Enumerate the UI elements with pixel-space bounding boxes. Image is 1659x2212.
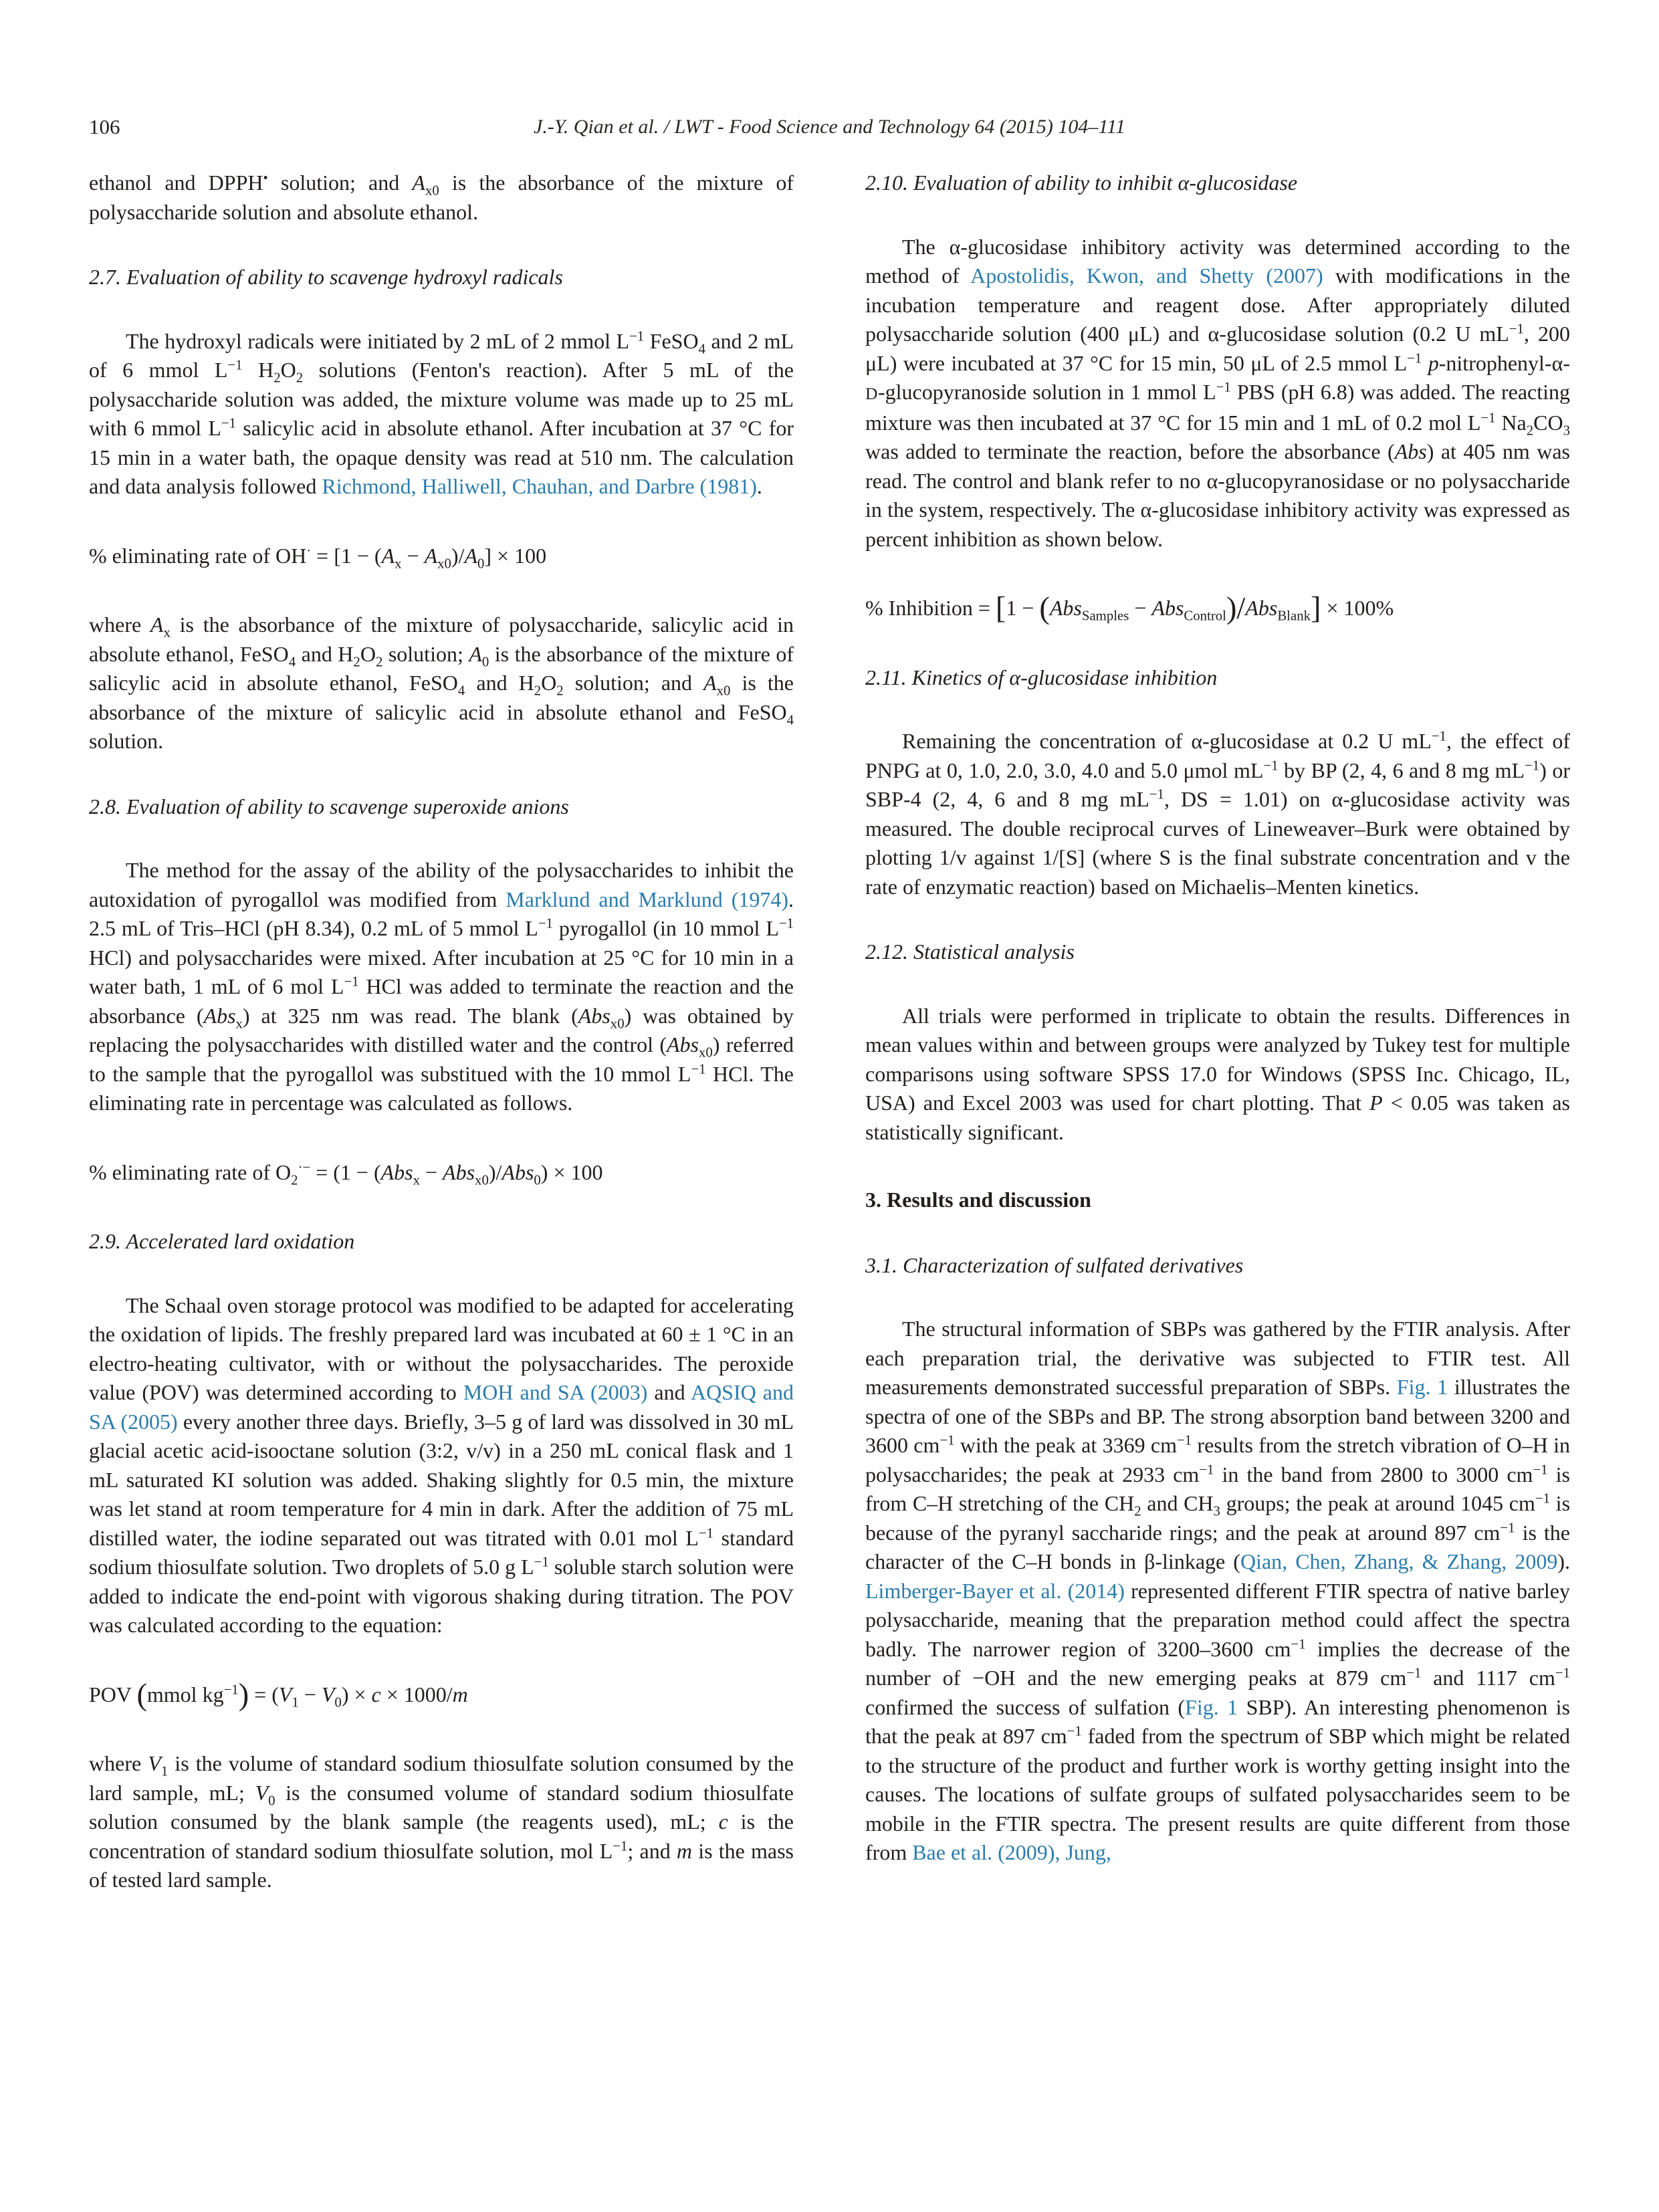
text-run: −1 [221, 415, 237, 431]
text-run: )/ [451, 543, 465, 568]
text-run: Abs [203, 1003, 236, 1028]
citation-link[interactable]: Apostolidis, Kwon, and Shetty (2007) [970, 263, 1323, 288]
text-run: A [150, 613, 164, 637]
text-run: x [395, 555, 402, 571]
text-run: -nitrophenyl-α- [1438, 350, 1571, 375]
text-run: m [676, 1838, 692, 1863]
text-run: 2.9. Accelerated lard oxidation [89, 1229, 355, 1253]
text-run: and CH [1141, 1491, 1214, 1515]
text-run: −1 [534, 1554, 549, 1570]
text-run: , the effect of PNPG at 0, 1.0, 2.0, 3.0, 4.0 and 5.0 μmol mL [865, 729, 1571, 782]
text-run: x0 [475, 1172, 489, 1188]
text-run: − [1129, 596, 1152, 620]
text-run: pyrogallol (in 10 mmol L [552, 916, 779, 940]
paragraph [89, 611, 794, 756]
text-run: Abs [1151, 596, 1184, 620]
text-run: 3 [1213, 1503, 1220, 1519]
text-run: is because of the pyranyl saccharide rings; and the peak at around 897 cm [865, 1491, 1571, 1545]
text-run: −1 [613, 1838, 628, 1854]
text-run: ). [1557, 1549, 1571, 1573]
text-run: solution; and [563, 671, 704, 695]
text-run: )/ [488, 1159, 502, 1184]
text-run: ) at 405 nm was read. The control and blank refer to no α-glucopyranosidase or no polysaccharide in the system, respectively. The α-glucosidase inhibitory activity was expressed as percent inhibition as shown below. [865, 439, 1571, 551]
text-run: P [1369, 1091, 1383, 1115]
text-run: A [464, 543, 478, 568]
text-run: −1 [1407, 350, 1422, 366]
citation-link[interactable]: AQSIQ and SA (2005) [89, 1380, 794, 1434]
text-run: x [413, 1172, 420, 1188]
text-run: is the absorbance of the mixture of salicylic acid in absolute ethanol and FeSO [89, 671, 794, 724]
text-run: p [1428, 350, 1439, 375]
section-heading [89, 792, 794, 822]
text-run: ·− [298, 1159, 311, 1175]
text-run: V [278, 1682, 292, 1706]
text-run: x0 [699, 1044, 713, 1061]
text-run: % eliminating rate of O [89, 1159, 292, 1184]
text-run: 2 [291, 1172, 298, 1188]
text-run: salicylic acid in absolute ethanol. After incubation at 37 °C for 15 min in a water bath, the opaque density was read at 510 nm. The calculation and data analysis followed [89, 416, 794, 498]
text-run: 2.7. Evaluation of ability to scavenge hydroxyl radicals [89, 265, 563, 289]
text-run: is the absorbance of the mixture of polysaccharide, salicylic acid in absolute ethanol, FeSO [89, 613, 794, 666]
section-heading [865, 937, 1570, 967]
paragraph [89, 327, 794, 502]
text-run: -glucopyranoside solution in 1 mmol L [877, 380, 1216, 404]
text-run: 3. Results and discussion [865, 1188, 1091, 1212]
page-number: 106 [89, 115, 120, 138]
text-run: 0 [534, 1172, 541, 1188]
text-run: 2 [296, 370, 304, 386]
text-run: in the band from 2800 to 3000 cm [1214, 1462, 1533, 1486]
equation [865, 591, 1570, 626]
section-heading [89, 263, 794, 292]
text-run: 0 [268, 1792, 275, 1808]
text-run: with modifications in the incubation temperature and reagent dose. After appropriately diluted polysaccharide solution (400 μL) and α-glucosidase solution (0.2 U mL [865, 263, 1571, 346]
text-run: A [469, 641, 482, 666]
text-run: PBS (pH 6.8) was added. The reacting mixture was then incubated at 37 °C for 15 min and 1 mL of 0.2 mol L [865, 380, 1571, 435]
text-run: ) or SBP-4 (2, 4, 6 and 8 mg mL [865, 758, 1571, 811]
text-run: Control [1184, 608, 1226, 624]
text-run: −1 [691, 1061, 706, 1077]
text-run: is the mass of tested lard sample. [89, 1838, 794, 1892]
text-run: 2 [556, 683, 564, 699]
text-run: 0 [334, 1694, 342, 1710]
text-run: 1 [160, 1763, 169, 1779]
text-run: x [163, 625, 171, 641]
text-run: −1 [1216, 379, 1231, 395]
text-run: and 1117 cm [1421, 1666, 1555, 1690]
text-run: −1 [1431, 728, 1446, 744]
text-run: The structural information of SBPs was gathered by the FTIR analysis. After each preparation trial, the derivative was subjected to FTIR test. All measurements demonstrated successful preparation of SBPs. [865, 1317, 1570, 1399]
text-run: = (1 − ( [310, 1159, 381, 1184]
section-heading [865, 1251, 1570, 1281]
text-run: . [756, 474, 762, 498]
text-run: −1 [1555, 1665, 1571, 1681]
text-run: The Schaal oven storage protocol was modified to be adapted for accelerating the oxidation of lipids. The freshly prepared lard was incubated at 60 ± 1 °C in an electro-heating cultivator, with or without the polysaccharides. The peroxide value (POV) was determined according to [89, 1293, 794, 1404]
text-run: 4 [288, 653, 296, 669]
text-run: − [401, 543, 425, 568]
text-run: 1 [292, 1694, 299, 1710]
text-run: is the absorbance of the mixture of polysaccharide solution and absolute ethanol. [89, 171, 794, 224]
text-run: HCl was added to terminate the reaction and the absorbance ( [89, 974, 794, 1028]
text-run: . 2.5 mL of Tris–HCl (pH 8.34), 0.2 mL of 5 mmol L [89, 887, 794, 940]
paragraph [89, 169, 794, 227]
text-run: V [255, 1780, 269, 1805]
citation-link[interactable]: Marklund and Marklund (1974) [506, 887, 789, 911]
citation-link[interactable]: Qian, Chen, Zhang, & Zhang, 2009 [1240, 1549, 1558, 1573]
text-run: < 0.05 was taken as statistically significant. [865, 1091, 1571, 1144]
text-run: solution; and [267, 171, 413, 195]
text-run: ethanol and DPPH [89, 171, 263, 195]
text-run: ) referred to the sample that the pyrogallol was substitued with the 10 mmol L [89, 1032, 794, 1086]
text-run: D [865, 384, 878, 403]
paragraph [89, 1749, 794, 1895]
text-run: 2 [1526, 422, 1534, 438]
text-run: −1 [1480, 409, 1496, 425]
text-run: Abs [578, 1003, 611, 1028]
text-run: faded from the spectrum of SBP which might be related to the structure of the product and further work is worthy getting insight into the causes. The locations of sulfate groups of sulfated polysaccharides seem to be mobile in the FTIR spectra. The present results are quite different from those from [865, 1724, 1571, 1864]
text-run: groups; the peak at around 1045 cm [1220, 1491, 1535, 1515]
equation [89, 1680, 794, 1710]
text-run: solution. [89, 729, 164, 753]
citation-link[interactable]: Richmond, Halliwell, Chauhan, and Darbre (1981) [322, 474, 757, 498]
text-run: ) at 325 nm was read. The blank ( [242, 1003, 578, 1028]
text-run: O [360, 641, 376, 666]
text-run: HCl. The eliminating rate in percentage was calculated as follows. [89, 1061, 794, 1115]
text-run: −1 [698, 1525, 713, 1541]
text-run: illustrates the spectra of one of the SBPs and BP. The strong absorption band between 3200 and 3600 cm [865, 1375, 1571, 1457]
text-run: V [148, 1751, 161, 1775]
text-run: 4 [786, 711, 794, 728]
text-run: and 2 mL of 6 mmol L [89, 328, 794, 382]
text-run: is from C–H stretching of the CH [865, 1462, 1571, 1515]
paragraph [89, 856, 794, 1118]
text-run: A [381, 543, 395, 568]
text-run: −1 [344, 974, 359, 990]
text-run: O [541, 671, 557, 695]
text-run: 2 [375, 653, 383, 669]
text-run: = [1 − ( [311, 543, 382, 568]
paragraph [865, 1315, 1570, 1868]
equation [89, 1158, 794, 1188]
text-run: and [647, 1380, 691, 1404]
text-run: The hydroxyl radicals were initiated by 2 mL of 2 mmol L [126, 328, 630, 353]
text-run: = ( [249, 1682, 279, 1706]
text-run: Abs [1049, 596, 1082, 620]
text-run: Samples [1081, 608, 1129, 624]
text-run: 0 [481, 653, 489, 669]
text-run: −1 [1535, 1490, 1551, 1507]
text-run: Abs [1394, 439, 1427, 463]
text-run: 0 [477, 555, 485, 571]
text-run: −1 [1500, 1519, 1515, 1535]
text-run: FeSO [644, 328, 699, 353]
paragraph [865, 727, 1570, 901]
text-run: ; and [627, 1838, 677, 1863]
text-run: −1 [1533, 1461, 1548, 1477]
text-run: and H [296, 641, 354, 666]
text-run: m [452, 1682, 468, 1706]
citation-link[interactable]: Fig. 1 [1185, 1694, 1238, 1719]
right-column [865, 169, 1570, 1868]
text-run: standard sodium thiosulfate solution. Two droplets of 5.0 g L [89, 1525, 794, 1579]
text-run: • [263, 170, 268, 186]
text-run: −1 [1067, 1723, 1082, 1739]
text-run: with the peak at 3369 cm [954, 1433, 1177, 1457]
text-run: x0 [610, 1015, 625, 1031]
text-run: Abs [667, 1032, 699, 1057]
text-run: −1 [1509, 321, 1524, 337]
text-run: −1 [223, 1681, 239, 1697]
text-run: · [306, 542, 312, 558]
text-run: × 100% [1321, 596, 1394, 620]
equation [89, 542, 794, 571]
citation-link[interactable]: Limberger-Bayer et al. (2014) [865, 1578, 1125, 1603]
paragraph [865, 1002, 1570, 1147]
citation-link[interactable]: MOH and SA (2003) [463, 1380, 648, 1404]
text-run: −1 [1263, 757, 1279, 773]
text-run: x [235, 1015, 243, 1031]
text-run: c [718, 1809, 728, 1834]
text-run: 1 − [1006, 596, 1040, 620]
text-run: −1 [1149, 786, 1164, 802]
section-heading [865, 1186, 1570, 1215]
paragraph [89, 1291, 794, 1640]
text-run: 2 [353, 653, 360, 669]
text-run: − [420, 1159, 443, 1184]
section-heading [865, 663, 1570, 693]
text-run: V [321, 1682, 335, 1706]
text-run: −1 [778, 915, 794, 931]
text-run: , DS = 1.01) on α-glucosidase activity was measured. The double reciprocal curves of Lineweaver–Burk were obtained by plotting 1/v against 1/[S] (where S is the final substrate concentration and v the rate of enzymatic reaction) based on Michaelis–Menten kinetics. [865, 787, 1571, 899]
text-run: O [280, 358, 296, 382]
text-run: x0 [425, 183, 439, 199]
text-run: − [298, 1682, 322, 1706]
text-run: −1 [1176, 1432, 1192, 1448]
text-run: Abs [380, 1159, 413, 1184]
text-run: results from the stretch vibration of O–H in polysaccharides; the peak at 2933 cm [865, 1433, 1571, 1486]
text-run: 2.11. Kinetics of α-glucosidase inhibition [865, 665, 1218, 689]
text-run: −1 [1525, 757, 1540, 773]
text-run [1422, 351, 1428, 375]
text-run: is the absorbance of the mixture of salicylic acid in absolute ethanol, FeSO [89, 641, 794, 695]
text-run: / [1236, 591, 1246, 626]
text-run: was added to terminate the reaction, before the absorbance ( [865, 439, 1395, 463]
text-run: is the concentration of standard sodium thiosulfate solution, mol L [89, 1809, 794, 1863]
running-title: J.-Y. Qian et al. / LWT - Food Science and Technology 64 (2015) 104–111 [534, 116, 1125, 138]
text-run: 4 [698, 340, 705, 356]
text-run: ) [1226, 591, 1237, 626]
text-run: Na [1495, 410, 1527, 435]
left-column [89, 169, 794, 1895]
text-run: A [412, 171, 425, 195]
text-run: −1 [939, 1432, 955, 1448]
paragraph [865, 233, 1570, 554]
text-run: ) was obtained by replacing the polysaccharides with distilled water and the control ( [89, 1003, 794, 1057]
text-run: and H [465, 671, 534, 695]
text-run: c [371, 1682, 381, 1706]
text-run: is the consumed volume of standard sodium thiosulfate solution consumed by the blank sample (the reagents used), mL; [89, 1780, 794, 1834]
text-run: −1 [538, 915, 553, 931]
text-run: Abs [1245, 596, 1278, 620]
text-run: −1 [629, 328, 645, 344]
text-run: Remaining the concentration of α-glucosidase at 0.2 U mL [902, 729, 1432, 753]
text-run: −1 [227, 357, 243, 373]
text-run: ] × 100 [484, 543, 547, 568]
text-run: mmol kg [146, 1682, 224, 1706]
text-run: ] [1311, 591, 1321, 626]
citation-link[interactable]: Fig. 1 [1396, 1375, 1448, 1399]
text-run: 2.12. Statistical analysis [865, 939, 1075, 964]
section-heading [89, 1227, 794, 1256]
text-run: ( [136, 1678, 147, 1712]
text-run: H [242, 358, 274, 382]
text-run: is the volume of standard sodium thiosulfate solution consumed by the lard sample, mL; [89, 1751, 794, 1805]
text-run: represented different FTIR spectra of native barley polysaccharide, meaning that the preparation method could affect the spectra badly. The narrower region of 3200–3600 cm [865, 1578, 1571, 1661]
text-run: % eliminating rate of OH [89, 543, 307, 568]
text-run: by BP (2, 4, 6 and 8 mg mL [1278, 758, 1525, 782]
text-run: ( [1039, 591, 1050, 626]
text-run: 2 [1134, 1503, 1141, 1519]
text-run: solutions (Fenton's reaction). After 5 mL of the polysaccharide solution was added, the mixture volume was made up to 25 mL with 6 mmol L [89, 358, 794, 440]
text-run: where [89, 1751, 148, 1775]
text-run: −1 [1406, 1665, 1422, 1681]
text-run: x0 [716, 683, 731, 699]
text-run: × 1000/ [380, 1682, 453, 1706]
text-run: The α-glucosidase inhibitory activity was determined according to the method of [865, 234, 1570, 288]
text-run: % Inhibition = [865, 596, 996, 620]
text-run: A [424, 543, 438, 568]
text-run: CO [1533, 410, 1563, 435]
text-run: 4 [457, 683, 465, 699]
text-run: every another three days. Briefly, 3–5 g of lard was dissolved in 30 mL glacial acetic acid-isooctane solution (3:2, v/v) in a 250 mL conical flask and 1 mL saturated KI solution was added. Shaking slightly for 0.5 min, the mixture was let stand at room temperature for 4 min in dark. After the addition of 75 mL distilled water, the iodine separated out was titrated with 0.01 mol L [89, 1409, 794, 1550]
text-run: 2.10. Evaluation of ability to inhibit α-glucosidase [865, 171, 1298, 195]
text-run: A [703, 671, 717, 695]
text-run: All trials were performed in triplicate to obtain the results. Differences in mean values within and between groups were analyzed by Tukey test for multiple comparisons using software SPSS 17.0 for Windows (SPSS Inc. Chicago, IL, USA) and Excel 2003 was used for chart plotting. That [865, 1003, 1570, 1115]
text-run: ) [238, 1678, 249, 1712]
text-run: 2 [273, 370, 281, 386]
text-run: is the character of the C–H bonds in β-linkage ( [865, 1520, 1570, 1573]
text-run: ) × 100 [540, 1159, 603, 1184]
text-run: Abs [502, 1159, 534, 1184]
text-run: 3 [1563, 422, 1571, 438]
citation-link[interactable]: Bae et al. (2009), Jung, [912, 1840, 1111, 1864]
text-run: solution; [382, 641, 469, 666]
text-run: , 200 μL) were incubated at 37 °C for 15 min, 50 μL of 2.5 mmol L [865, 322, 1571, 375]
section-heading [865, 169, 1570, 198]
text-run: Blank [1277, 608, 1311, 624]
text-run: −1 [1199, 1461, 1214, 1477]
text-run: soluble starch solution were added to indicate the end-point with vigorous shaking during titration. The POV was calculated according to the equation: [89, 1555, 794, 1637]
text-run: implies the decrease of the number of −OH and the new emerging peaks at 879 cm [865, 1636, 1571, 1690]
text-run: The method for the assay of the ability of the polysaccharides to inhibit the autoxidation of pyrogallol was modified from [89, 858, 794, 911]
text-run: Abs [443, 1159, 475, 1184]
text-run: 3.1. Characterization of sulfated derivatives [865, 1252, 1244, 1277]
text-run: where [89, 613, 150, 637]
text-run: POV [89, 1682, 137, 1706]
text-run: HCl) and polysaccharides were mixed. After incubation at 25 °C for 10 min in a water bath, 1 mL of 6 mol L [89, 945, 794, 998]
text-run: −1 [1291, 1636, 1306, 1652]
text-run: 2.8. Evaluation of ability to scavenge superoxide anions [89, 794, 569, 818]
text-run: confirmed the success of sulfation ( [865, 1694, 1186, 1719]
text-run: SBP). An interesting phenomenon is that the peak at 897 cm [865, 1694, 1571, 1748]
text-run: x0 [437, 555, 451, 571]
text-run: 2 [534, 683, 542, 699]
text-run: ) × [341, 1682, 372, 1706]
text-run: [ [995, 591, 1006, 626]
